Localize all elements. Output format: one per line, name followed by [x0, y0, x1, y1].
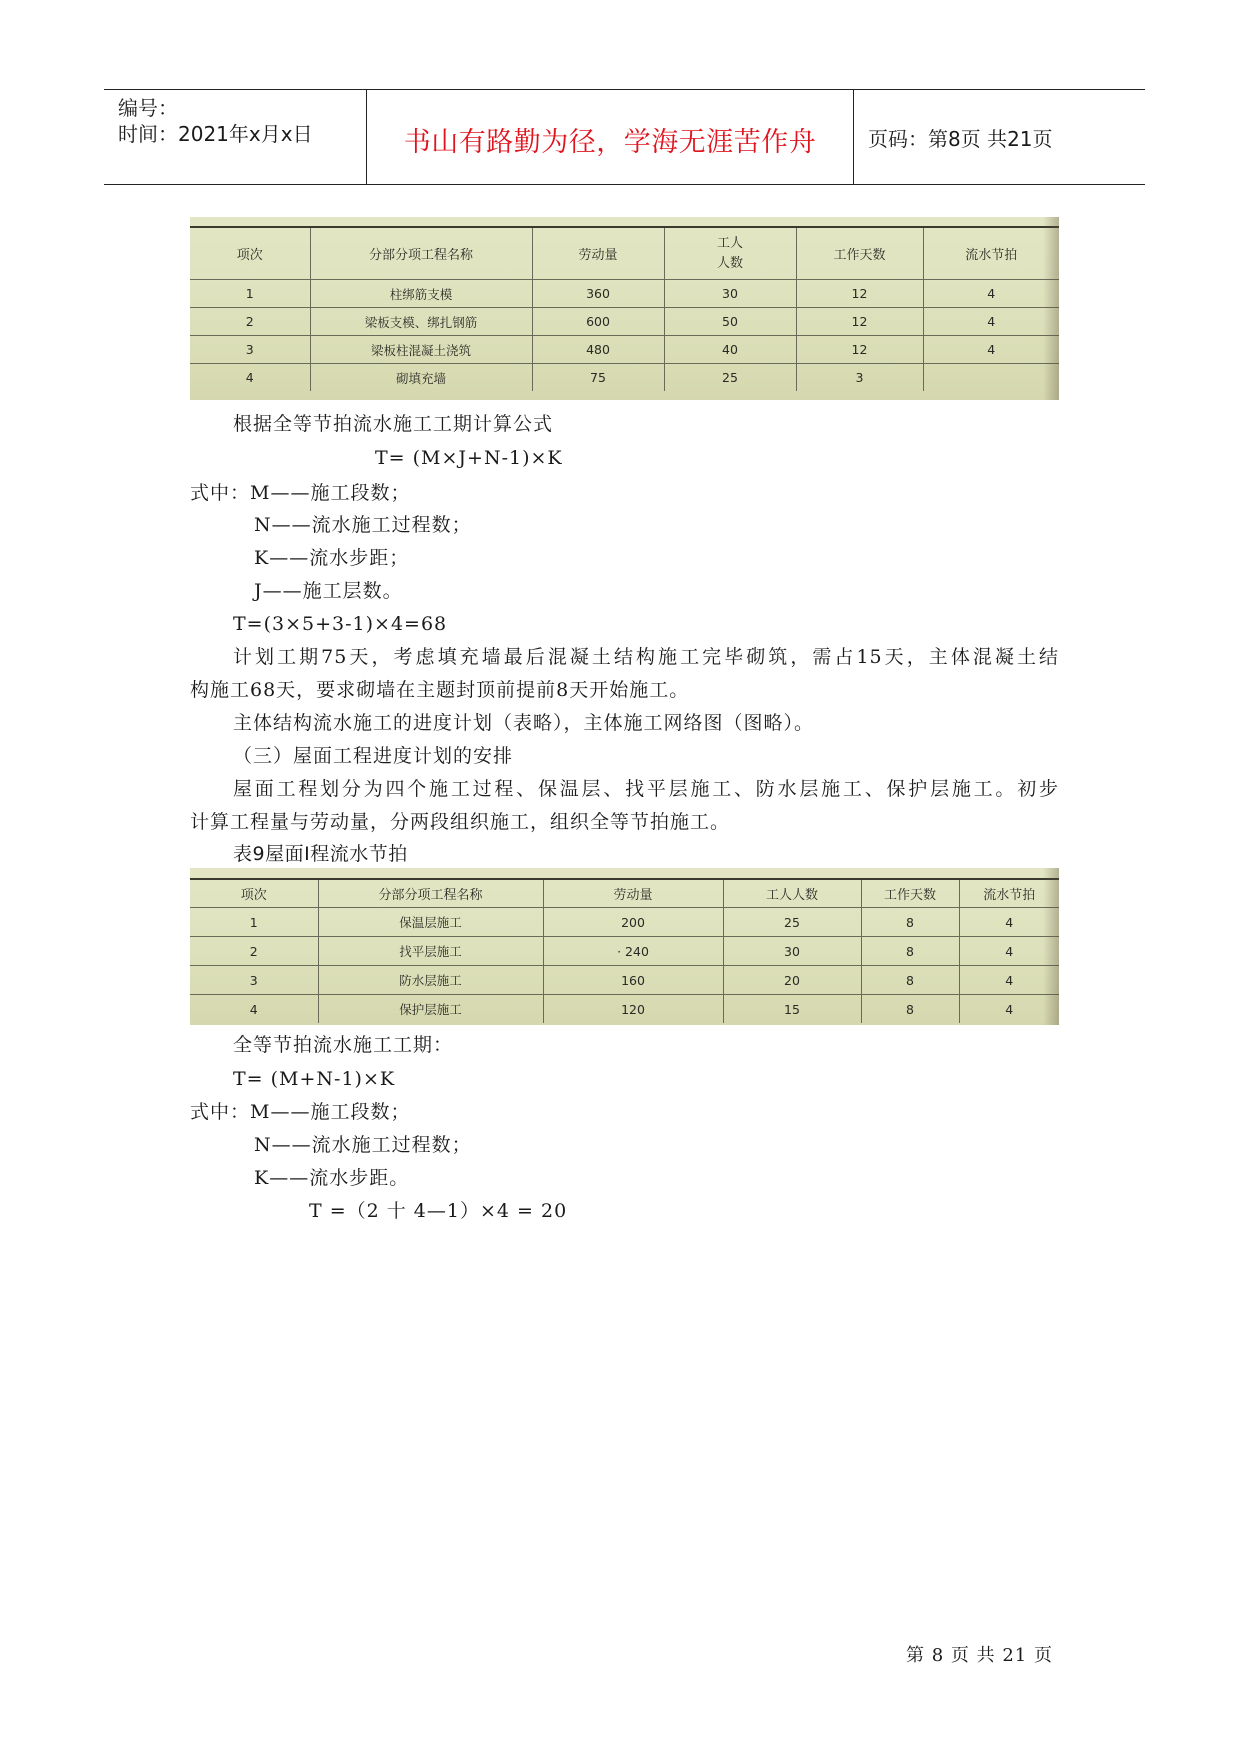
formula-legend: K——流水步距。 — [254, 1167, 410, 1189]
table-cell: 2 — [190, 937, 318, 966]
table-row — [190, 995, 1059, 1024]
table-cell: 3 — [190, 336, 310, 364]
header-cell: 项次 — [190, 880, 318, 908]
formula-intro: 全等节拍流水施工工期： — [233, 1034, 454, 1056]
paragraph-line: 屋面工程划分为四个施工过程、保温层、找平层施工、防水层施工、保护层施工。初步 — [233, 778, 1059, 800]
table-cell: 12 — [796, 336, 923, 364]
table-cell: 4 — [959, 995, 1059, 1024]
paragraph-line: 计算工程量与劳动量，分两段组织施工，组织全等节拍施工。 — [190, 811, 731, 833]
formula-legend: J——施工层数。 — [254, 580, 403, 602]
table-cell: 防水层施工 — [318, 966, 543, 995]
table-cell: 25 — [664, 364, 796, 392]
table-cell: 柱绑筋支模 — [310, 280, 532, 308]
section-heading: （三）屋面工程进度计划的安排 — [233, 745, 514, 767]
table-cell: 40 — [664, 336, 796, 364]
header-right-cell — [854, 90, 1145, 184]
table-cell: 砌填充墙 — [310, 364, 532, 392]
table-cell: 梁板支模、绑扎钢筋 — [310, 308, 532, 336]
table-cell: 4 — [190, 995, 318, 1024]
table-cell: 600 — [532, 308, 664, 336]
header-cell: 流水节拍 — [965, 248, 1018, 263]
formula-legend: K——流水步距； — [254, 547, 410, 569]
table-cell: 8 — [861, 908, 959, 937]
table-header-row — [190, 880, 1059, 908]
table-row — [190, 336, 1059, 364]
table-cell: 4 — [923, 308, 1059, 336]
paragraph-line: 主体结构流水施工的进度计划（表略），主体施工网络图（图略）。 — [233, 712, 815, 734]
table-9-caption: 表9屋面I程流水节拍 — [233, 843, 408, 865]
header-motto: 书山有路勤为径，学海无涯苦作舟 — [403, 127, 817, 158]
formula: T= (M×J+N-1)×K — [375, 447, 563, 469]
table-cell: 1 — [190, 908, 318, 937]
table-cell — [923, 364, 1059, 392]
table-cell: 120 — [543, 995, 723, 1024]
table-9-scan — [190, 868, 1059, 1025]
table-cell: 200 — [543, 908, 723, 937]
table-cell: 30 — [664, 280, 796, 308]
document-number-label: 编号： — [118, 96, 178, 120]
table-cell: 1 — [190, 280, 310, 308]
table-cell: 3 — [796, 364, 923, 392]
table-cell: 3 — [190, 966, 318, 995]
formula-result: T=(3×5+3-1)×4=68 — [233, 613, 448, 635]
header-cell: 工作天数 — [861, 880, 959, 908]
formula-legend: 式中：M——施工段数； — [190, 482, 411, 504]
formula-legend: N——流水施工过程数； — [254, 1134, 472, 1156]
formula-legend: 式中：M——施工段数； — [190, 1101, 411, 1123]
formula-result: T =（2 十 4—1）×4 = 20 — [309, 1200, 568, 1222]
table-cell: 梁板柱混凝土浇筑 — [310, 336, 532, 364]
table-cell: 12 — [796, 280, 923, 308]
header-cell: 流水节拍 — [983, 888, 1036, 903]
table-cell: 2 — [190, 308, 310, 336]
table-8-scan — [190, 217, 1059, 400]
table-row — [190, 280, 1059, 308]
table-cell: 4 — [923, 336, 1059, 364]
document-time-label: 时间：2021年x月x日 — [118, 122, 313, 146]
table-cell: · 240 — [543, 937, 723, 966]
table-cell: 8 — [861, 966, 959, 995]
header-cell: 工人人数 — [723, 880, 861, 908]
table-row — [190, 908, 1059, 937]
paragraph-line: 计划工期75天，考虑填充墙最后混凝土结构施工完毕砌筑，需占15天，主体混凝土结 — [233, 646, 1059, 668]
header-cell: 工人 人数 — [664, 228, 796, 280]
header-cell: 劳动量 — [532, 228, 664, 280]
header-cell: 工作天数 — [796, 228, 923, 280]
header-motto-cell — [366, 90, 854, 184]
table-cell: 找平层施工 — [318, 937, 543, 966]
table-row — [190, 966, 1059, 995]
table-cell: 4 — [959, 908, 1059, 937]
table-cell: 360 — [532, 280, 664, 308]
table-cell: 8 — [861, 995, 959, 1024]
table-cell: 8 — [861, 937, 959, 966]
header-cell: 分部分项工程名称 — [310, 228, 532, 280]
header-cell: 项次 — [190, 228, 310, 280]
table-cell: 12 — [796, 308, 923, 336]
table-cell: 4 — [959, 937, 1059, 966]
table-row — [190, 364, 1059, 392]
page-footer: 第 8 页 共 21 页 — [906, 1645, 1053, 1666]
header-cell: 劳动量 — [543, 880, 723, 908]
paragraph-line: 构施工68天，要求砌墙在主题封顶前提前8天开始施工。 — [190, 679, 690, 701]
table-cell: 4 — [959, 966, 1059, 995]
formula: T= (M+N-1)×K — [233, 1068, 396, 1090]
table-cell: 15 — [723, 995, 861, 1024]
table-cell: 160 — [543, 966, 723, 995]
table-cell: 25 — [723, 908, 861, 937]
table-cell: 75 — [532, 364, 664, 392]
header-left-cell — [104, 90, 366, 184]
table-cell: 50 — [664, 308, 796, 336]
table-row — [190, 937, 1059, 966]
table-cell: 4 — [190, 364, 310, 392]
page-header — [104, 89, 1145, 185]
table-cell: 20 — [723, 966, 861, 995]
table-row — [190, 308, 1059, 336]
header-cell: 分部分项工程名称 — [318, 880, 543, 908]
header-page-info: 页码：第8页 共21页 — [868, 127, 1053, 151]
table-cell: 保温层施工 — [318, 908, 543, 937]
table-9 — [190, 880, 1059, 1023]
formula-intro: 根据全等节拍流水施工工期计算公式 — [233, 413, 554, 435]
table-8 — [190, 228, 1059, 391]
table-header-row — [190, 228, 1059, 280]
table-cell: 30 — [723, 937, 861, 966]
formula-legend: N——流水施工过程数； — [254, 514, 472, 536]
table-cell: 480 — [532, 336, 664, 364]
table-cell: 保护层施工 — [318, 995, 543, 1024]
table-cell: 4 — [923, 280, 1059, 308]
